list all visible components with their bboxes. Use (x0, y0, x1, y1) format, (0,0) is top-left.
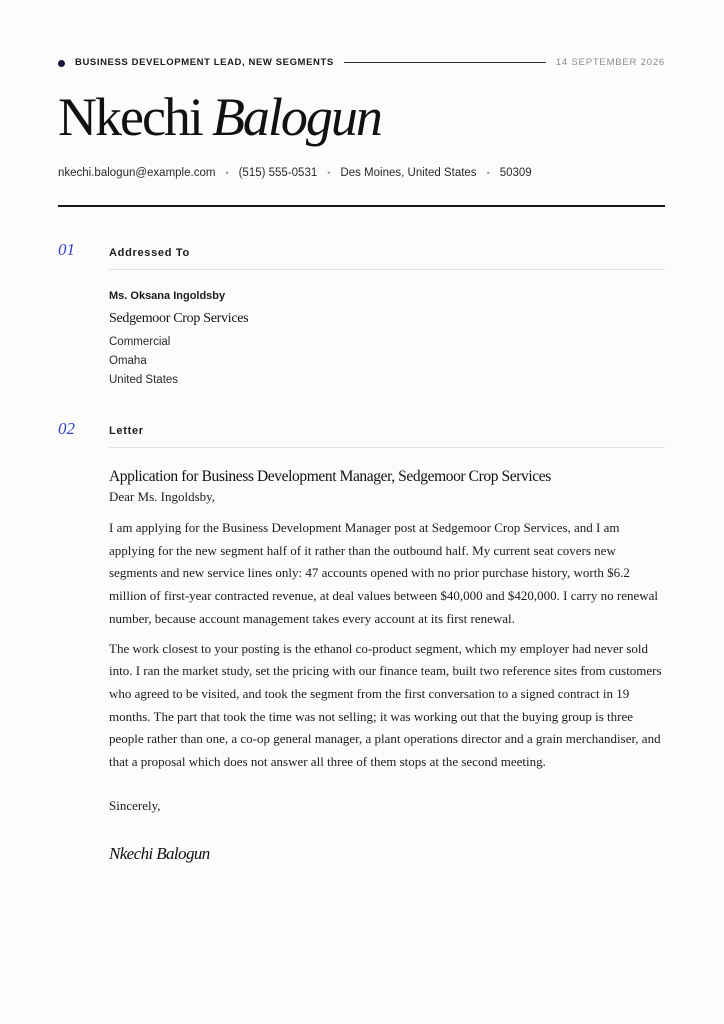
section-divider (109, 269, 665, 270)
contact-location: Des Moines, United States (340, 167, 477, 179)
section-divider (109, 447, 665, 448)
first-name: Nkechi (58, 87, 202, 147)
recipient-address-line: United States (109, 374, 179, 386)
recipient-address-line: Commercial (109, 336, 171, 348)
section-number: 02 (58, 419, 75, 438)
recipient-name: Ms. Oksana Ingoldsby (109, 290, 226, 302)
contact-postal: 50309 (499, 167, 532, 179)
contact-line (58, 167, 532, 179)
letter-closing: Sincerely, (109, 797, 161, 813)
header-rule (58, 205, 665, 207)
role-title: BUSINESS DEVELOPMENT LEAD, NEW SEGMENTS (75, 56, 334, 68)
letter-date: 14 SEPTEMBER 2026 (555, 56, 665, 68)
recipient-address-line: Omaha (109, 355, 147, 367)
recipient-company: Sedgemoor Crop Services (109, 311, 249, 326)
letter-body (109, 467, 665, 864)
separator-dot: • (327, 168, 331, 178)
last-name: Balogun (211, 87, 381, 147)
letter-subject: Application for Business Development Manager, Sedgemoor Crop Services (109, 468, 551, 485)
signature: Nkechi Balogun (109, 843, 210, 863)
letter-paragraph: I am applying for the Business Development Manager post at Sedgemoor Crop Services, and I am applying for the new segment half of it rather than the outbound half. My current seat covers new segments and new service lines only: 47 accounts opened with no prior purchase history, worth $6.2 million of first-year contracted revenue, at deal values between $40,000 and $420,000. I carry no renewal number, because account management takes every account at its first renewal. (109, 520, 659, 626)
contact-phone[interactable]: (515) 555-0531 (238, 167, 318, 179)
section-title-letter: Letter (109, 425, 144, 437)
header-topbar (58, 55, 665, 69)
separator-dot: • (225, 168, 229, 178)
bullet-dot-icon (58, 60, 65, 67)
section-number: 01 (58, 240, 75, 259)
contact-email[interactable]: nkechi.balogun@example.com (58, 167, 216, 179)
letter-greeting: Dear Ms. Ingoldsby, (109, 489, 216, 504)
header-divider (344, 62, 546, 63)
letter-paragraph: The work closest to your posting is the ethanol co-product segment, which my employer had never sold into. I ran the market study, set the pricing with our finance team, built two reference sites from customers who agreed to be visited, and took the segment from the first conversation to a signed contract in 19 months. The part that took the time was not selling; it was working out that the buying group is three people rather than one, a co-op general manager, a plant operations director and a grain merchandiser, and that a proposal which does not answer all three of them stops at the second meeting. (109, 640, 662, 770)
section-title-addressed-to: Addressed To (109, 247, 190, 259)
separator-dot: • (486, 168, 490, 178)
applicant-name (58, 82, 381, 152)
recipient-block (109, 290, 665, 390)
